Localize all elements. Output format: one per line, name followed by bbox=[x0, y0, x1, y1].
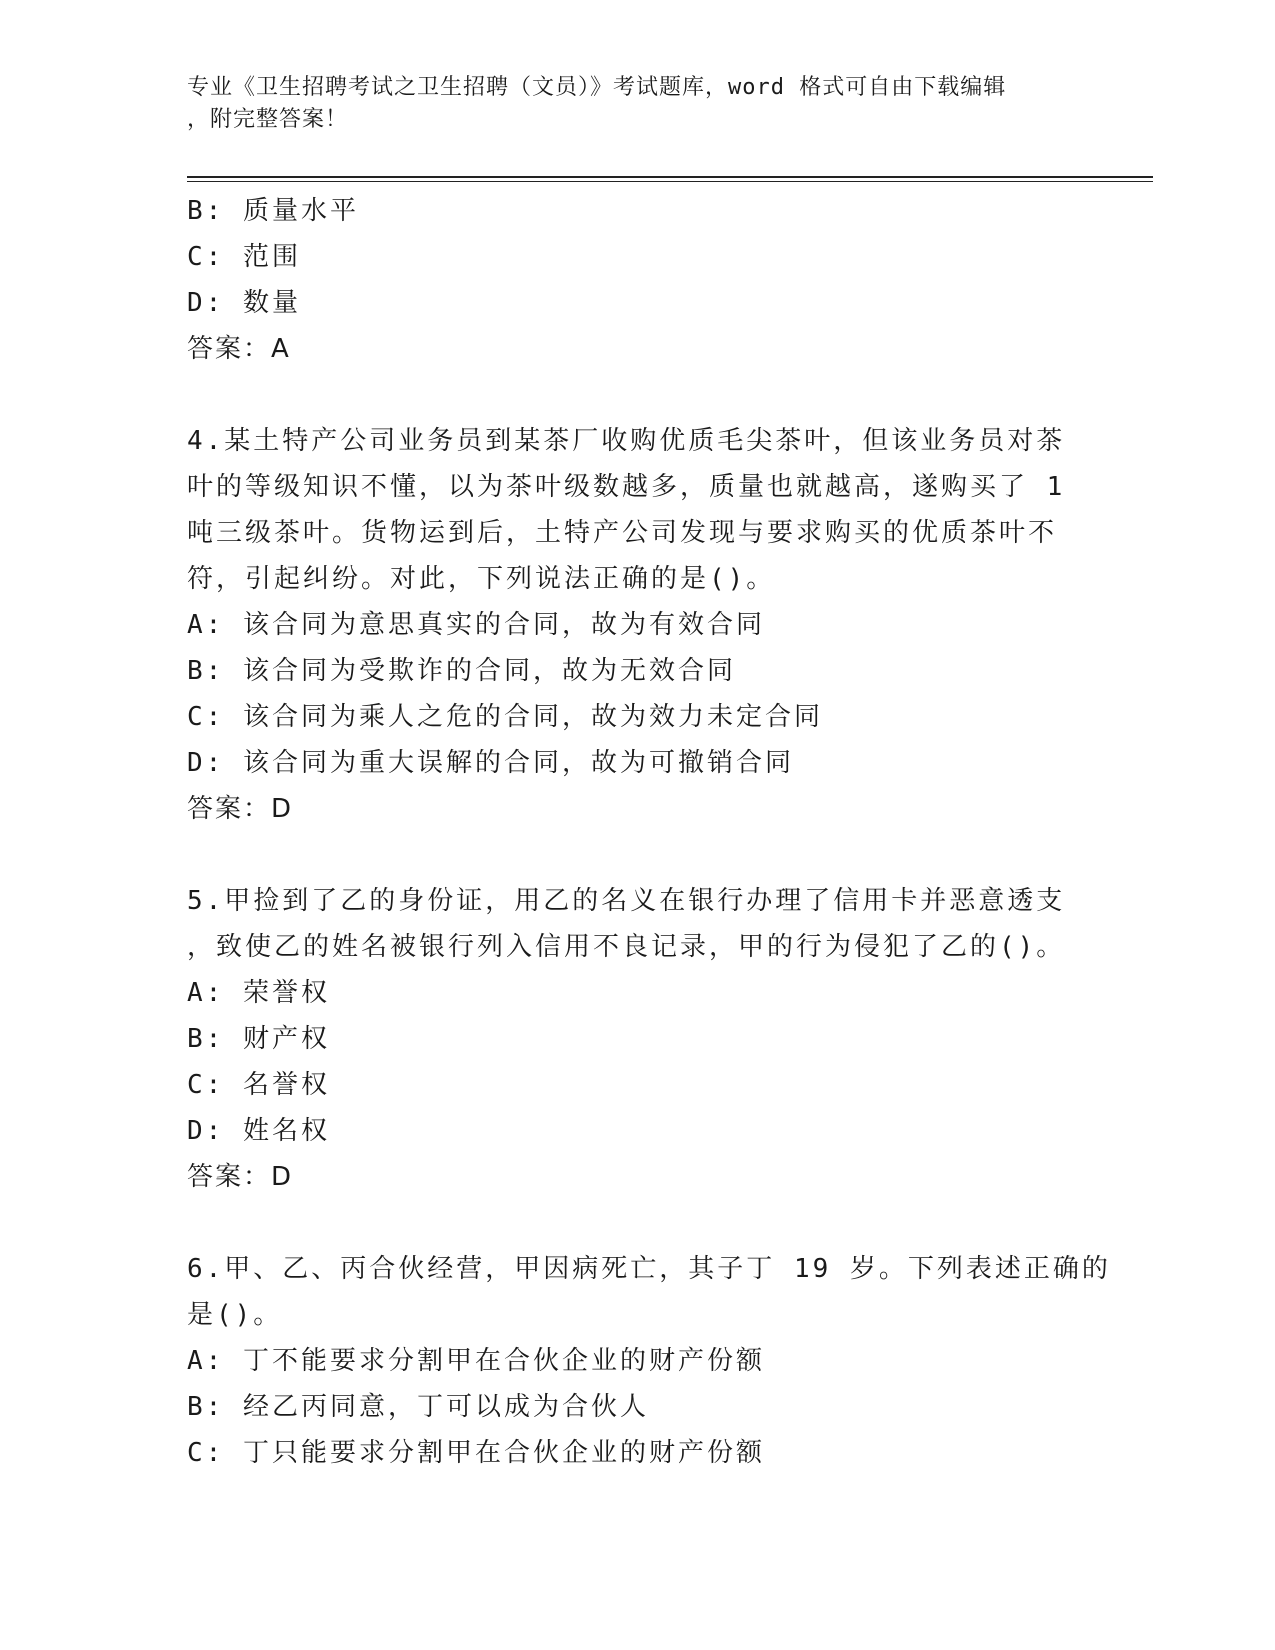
option-b: B: 质量水平 bbox=[187, 196, 359, 226]
question-gap bbox=[187, 1200, 1077, 1246]
question-stem bbox=[187, 878, 1077, 970]
option-b: B: 该合同为受欺诈的合同，故为无效合同 bbox=[187, 656, 736, 686]
document-header bbox=[187, 72, 1067, 136]
option-c: C: 丁只能要求分割甲在合伙企业的财产份额 bbox=[187, 1438, 765, 1468]
header-divider-thin bbox=[187, 181, 1153, 182]
stem-line: 是()。 bbox=[187, 1300, 283, 1330]
option-a: A: 荣誉权 bbox=[187, 978, 330, 1008]
question-4 bbox=[187, 418, 1077, 832]
question-6 bbox=[187, 1246, 1111, 1476]
option-a: A: 丁不能要求分割甲在合伙企业的财产份额 bbox=[187, 1346, 765, 1376]
stem-line: 5.甲捡到了乙的身份证，用乙的名义在银行办理了信用卡并恶意透支 bbox=[187, 886, 1066, 916]
option-a: A: 该合同为意思真实的合同，故为有效合同 bbox=[187, 610, 765, 640]
option-c: C: 范围 bbox=[187, 242, 301, 272]
stem-line: 符，引起纠纷。对此，下列说法正确的是()。 bbox=[187, 564, 776, 594]
stem-line: 6.甲、乙、丙合伙经营，甲因病死亡，其子丁 19 岁。下列表述正确的 bbox=[187, 1254, 1111, 1284]
question-3-continued bbox=[187, 188, 1077, 372]
question-stem bbox=[187, 418, 1077, 602]
stem-line: 4.某土特产公司业务员到某茶厂收购优质毛尖茶叶，但该业务员对茶 bbox=[187, 426, 1066, 456]
stem-line: ，致使乙的姓名被银行列入信用不良记录，甲的行为侵犯了乙的()。 bbox=[187, 932, 1066, 962]
option-b: B: 经乙丙同意，丁可以成为合伙人 bbox=[187, 1392, 649, 1422]
answer-line: 答案：D bbox=[187, 794, 294, 824]
stem-line: 吨三级茶叶。货物运到后，土特产公司发现与要求购买的优质茶叶不 bbox=[187, 518, 1058, 548]
option-c: C: 该合同为乘人之危的合同，故为效力未定合同 bbox=[187, 702, 823, 732]
answer-line: 答案：D bbox=[187, 1162, 294, 1192]
question-stem bbox=[187, 1246, 1111, 1338]
header-line: 专业《卫生招聘考试之卫生招聘（文员）》考试题库，word 格式可自由下载编辑 bbox=[187, 75, 1007, 100]
header-line: ，附完整答案！ bbox=[187, 107, 349, 132]
option-d: D: 该合同为重大误解的合同，故为可撤销合同 bbox=[187, 748, 794, 778]
question-5 bbox=[187, 878, 1077, 1200]
option-d: D: 姓名权 bbox=[187, 1116, 330, 1146]
question-gap bbox=[187, 832, 1077, 878]
option-b: B: 财产权 bbox=[187, 1024, 330, 1054]
option-d: D: 数量 bbox=[187, 288, 301, 318]
answer-line: 答案：A bbox=[187, 334, 291, 364]
document-body bbox=[187, 188, 1111, 1476]
option-c: C: 名誉权 bbox=[187, 1070, 330, 1100]
stem-line: 叶的等级知识不懂，以为茶叶级数越多，质量也就越高，遂购买了 1 bbox=[187, 472, 1066, 502]
header-divider-thick bbox=[187, 176, 1153, 178]
question-gap bbox=[187, 372, 1077, 418]
